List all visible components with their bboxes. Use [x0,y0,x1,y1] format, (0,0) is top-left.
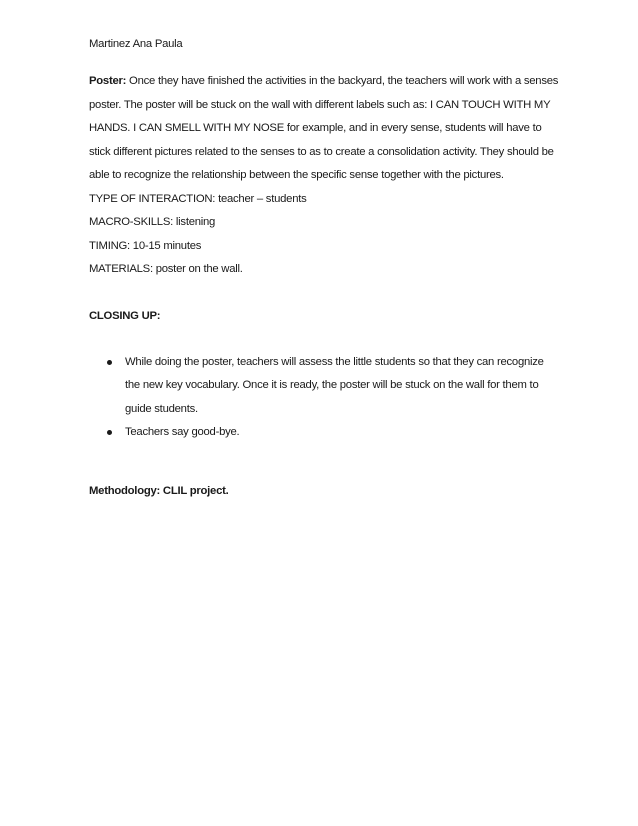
bullet-icon [107,430,112,435]
interaction-type: TYPE OF INTERACTION: teacher – students [89,192,307,205]
poster-label: Poster: [89,75,127,87]
bullet-icon [107,360,112,365]
closing-bullet-list [89,351,559,445]
methodology-line: Methodology: CLIL project. [89,484,229,497]
author-name: Martinez Ana Paula [89,38,183,50]
macro-skills: MACRO-SKILLS: listening [89,216,216,228]
list-item [89,421,559,445]
poster-paragraph [89,70,559,188]
closing-heading: CLOSING UP: [89,309,161,322]
bullet-text: While doing the poster, teachers will assess the little students so that they can recognize the new key vocabulary. Once it is ready, the poster will be stuck on the wall for them to guide students. [125,355,544,415]
bullet-text: Teachers say good-bye. [125,426,240,438]
document-content [89,36,559,499]
poster-text: Once they have finished the activities in the backyard, the teachers will work with a senses poster. The poster will be stuck on the wall with different labels such as: I CAN TOUCH WITH MY HANDS. I CAN SMELL WITH MY NOSE for example, and in every sense, students will have to stick different pictures related to the senses to as to create a consolidation activity. They should be able to recognize the relationship between the specific sense together with the pictures. [89,75,559,181]
timing: TIMING: 10-15 minutes [89,239,202,252]
list-item [89,351,559,422]
materials: MATERIALS: poster on the wall. [89,263,243,275]
